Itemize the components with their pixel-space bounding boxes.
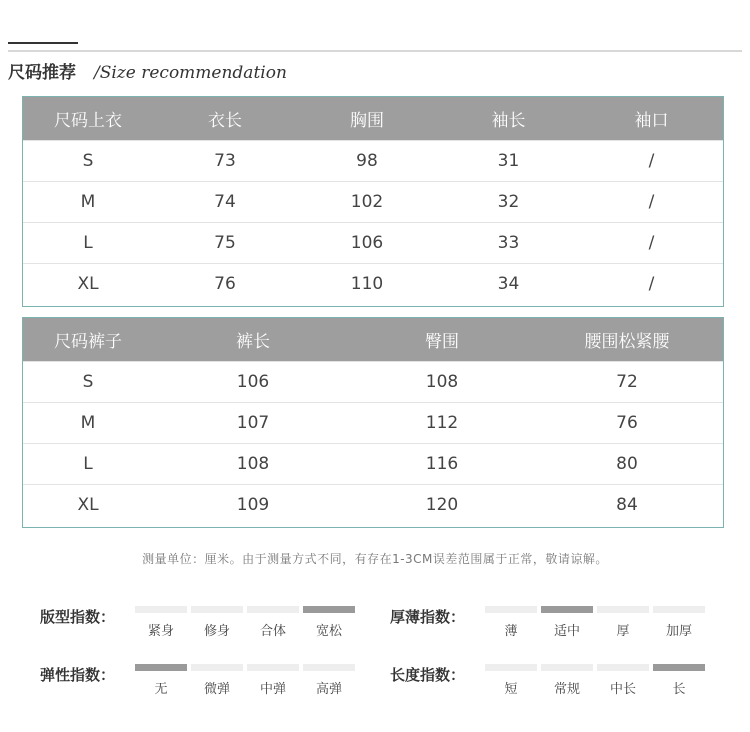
index-option-label: 中长 <box>609 682 636 697</box>
index-option <box>597 664 649 697</box>
index-label: 厚薄指数： <box>390 608 466 626</box>
section-heading <box>8 58 287 84</box>
table-row <box>23 443 723 484</box>
header-cell: 尺码上衣 <box>54 111 122 131</box>
index-option-label: 短 <box>504 682 518 697</box>
index-option-label: 薄 <box>504 624 518 639</box>
index-option-label: 微弹 <box>203 682 230 697</box>
index-option <box>135 606 187 639</box>
index-options <box>135 606 359 639</box>
index-options <box>485 664 709 697</box>
header-cell: 袖长 <box>491 111 526 131</box>
table-cell: 98 <box>356 151 378 171</box>
index-bar <box>247 606 299 613</box>
table-cell: 80 <box>616 454 638 474</box>
index-option-label: 厚 <box>616 624 630 639</box>
table-cell: 109 <box>236 495 270 515</box>
table-cell: S <box>82 372 94 392</box>
table-cell: 108 <box>236 454 270 474</box>
table-row <box>23 181 723 222</box>
index-option-label: 长 <box>672 682 686 697</box>
index-label: 版型指数： <box>40 608 116 626</box>
index-option <box>303 664 355 697</box>
heading-title-en: /Size recommendation <box>94 63 287 83</box>
index-option-label: 宽松 <box>315 624 342 639</box>
index-label: 弹性指数： <box>40 666 116 684</box>
index-bar <box>191 606 243 613</box>
header-cell: 胸围 <box>350 111 384 131</box>
table-cell: 75 <box>214 233 236 253</box>
table-row <box>23 361 723 402</box>
index-option <box>135 664 187 697</box>
table-cell: XL <box>77 274 99 294</box>
index-option <box>485 606 537 639</box>
index-option <box>191 606 243 639</box>
index-bar <box>303 606 355 613</box>
table-cell: / <box>648 151 655 171</box>
table-cell: 116 <box>425 454 459 474</box>
elasticity-index <box>40 664 359 697</box>
table-cell: 84 <box>616 495 638 515</box>
index-option-label: 适中 <box>553 624 580 639</box>
table-cell: 34 <box>497 274 520 294</box>
index-bar <box>191 664 243 671</box>
table-cell: 73 <box>214 151 236 171</box>
index-bar <box>485 664 537 671</box>
top-size-table <box>22 96 724 307</box>
index-options <box>135 664 359 697</box>
heading-accent-rule <box>8 42 78 44</box>
index-label: 长度指数： <box>390 666 466 684</box>
table-cell: 76 <box>214 274 236 294</box>
index-bar <box>303 664 355 671</box>
table-cell: 74 <box>214 192 236 212</box>
index-option-label: 紧身 <box>147 624 174 639</box>
table-cell: XL <box>77 495 99 515</box>
table-row <box>23 222 723 263</box>
index-option <box>541 664 593 697</box>
index-bar <box>485 606 537 613</box>
index-option-label: 常规 <box>553 682 580 697</box>
table-cell: / <box>648 233 655 253</box>
index-option-label: 中弹 <box>259 682 286 697</box>
table-cell: L <box>83 233 93 253</box>
index-bar <box>653 664 705 671</box>
index-bar <box>135 664 187 671</box>
table-cell: 102 <box>350 192 384 212</box>
header-cell: 尺码裤子 <box>54 332 122 352</box>
table-row <box>23 402 723 443</box>
index-bar <box>597 606 649 613</box>
index-bar <box>541 606 593 613</box>
header-cell: 衣长 <box>208 111 242 131</box>
index-option-label: 无 <box>154 682 168 697</box>
heading-title-cn: 尺码推荐 <box>8 63 76 83</box>
length-index <box>390 664 709 697</box>
index-option <box>191 664 243 697</box>
index-option-label: 高弹 <box>315 682 342 697</box>
table-cell: 72 <box>616 372 638 392</box>
header-cell: 臀围 <box>425 332 459 352</box>
index-option <box>247 606 299 639</box>
thickness-index <box>390 606 709 639</box>
header-cell: 腰围松紧腰 <box>584 332 670 352</box>
index-options <box>485 606 709 639</box>
index-option <box>597 606 649 639</box>
table-cell: 112 <box>425 413 459 433</box>
table-cell: 76 <box>616 413 638 433</box>
heading-divider <box>8 50 742 52</box>
index-bar <box>135 606 187 613</box>
index-option <box>653 606 705 639</box>
table-cell: 106 <box>350 233 384 253</box>
table-cell: 31 <box>497 151 520 171</box>
index-option <box>541 606 593 639</box>
table-cell: L <box>83 454 93 474</box>
table-cell: / <box>648 192 655 212</box>
header-cell: 裤长 <box>236 332 270 352</box>
index-option <box>485 664 537 697</box>
index-option <box>247 664 299 697</box>
table-cell: 107 <box>236 413 270 433</box>
index-bar <box>247 664 299 671</box>
table-cell: 106 <box>236 372 270 392</box>
table-cell: 33 <box>497 233 520 253</box>
table-cell: M <box>80 192 96 212</box>
fit-index <box>40 606 359 639</box>
index-bar <box>653 606 705 613</box>
index-bar <box>541 664 593 671</box>
table-cell: 32 <box>497 192 520 212</box>
index-option <box>303 606 355 639</box>
table-cell: M <box>80 413 96 433</box>
header-cell: 袖口 <box>634 111 669 131</box>
table-row <box>23 263 723 304</box>
bottom-size-table <box>22 317 724 528</box>
table-cell: 108 <box>425 372 459 392</box>
index-option-label: 修身 <box>203 624 230 639</box>
measurement-note: 测量单位：厘米。由于测量方式不同，有存在1-3CM误差范围属于正常，敬请谅解。 <box>142 552 608 566</box>
table-row <box>23 484 723 525</box>
table-cell: S <box>82 151 94 171</box>
index-option-label: 加厚 <box>665 624 692 639</box>
table-header-row <box>23 318 723 361</box>
index-option <box>653 664 705 697</box>
table-cell: / <box>648 274 655 294</box>
table-row <box>23 140 723 181</box>
index-option-label: 合体 <box>259 624 286 639</box>
table-cell: 120 <box>425 495 459 515</box>
table-header-row <box>23 97 723 140</box>
table-cell: 110 <box>350 274 384 294</box>
index-bar <box>597 664 649 671</box>
